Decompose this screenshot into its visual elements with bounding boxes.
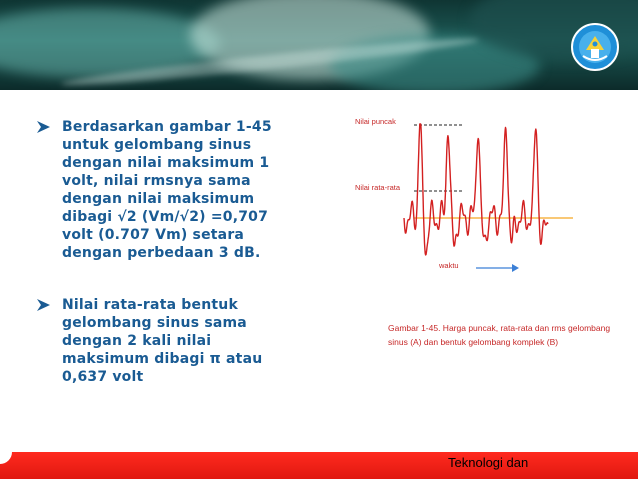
bullet-text-line: volt, nilai rmsnya sama <box>62 173 251 189</box>
bullet-text-line: 0,637 volt <box>62 369 144 385</box>
bullet-text-line: gelombang sinus sama <box>62 315 247 331</box>
caption-line: Gambar 1-45. Harga puncak, rata-rata dan rms gelombang <box>388 323 611 333</box>
arrowhead-bullet-icon <box>36 298 52 312</box>
waveform-figure <box>352 108 588 290</box>
time-arrow-head <box>512 264 519 272</box>
waveform-plot <box>352 108 588 290</box>
bullet-item-average <box>34 296 334 386</box>
bullet-text-line: maksimum dibagi π atau <box>62 351 263 367</box>
bullet-item-rms <box>34 118 334 262</box>
label-peak-value: Nilai puncak <box>355 117 396 126</box>
arrowhead-bullet-icon <box>36 120 52 134</box>
tut-wuri-handayani-logo-icon <box>570 22 620 72</box>
label-average-value: Nilai rata-rata <box>355 183 401 192</box>
bullet-text-line: dengan 2 kali nilai <box>62 333 212 349</box>
header-banner <box>0 0 638 90</box>
bullet-text-line: volt (0.707 Vm) setara <box>62 227 245 243</box>
bullet-list <box>34 118 334 386</box>
bullet-text-line: dengan nilai maksimum <box>62 191 255 207</box>
complex-waveform-line <box>404 124 548 255</box>
caption-line: sinus (A) dan bentuk gelombang komplek (B) <box>388 337 559 347</box>
footer-bar <box>0 452 638 479</box>
bullet-text-line: dengan nilai maksimum 1 <box>62 155 270 171</box>
bullet-text-line: dibagi √2 (Vm/√2) =0,707 <box>62 209 269 225</box>
label-time: waktu <box>439 261 459 270</box>
bullet-text-line: Berdasarkan gambar 1-45 <box>62 119 272 135</box>
bullet-text-line: Nilai rata-rata bentuk <box>62 297 238 313</box>
figure-caption <box>388 321 628 349</box>
footer-text: Teknologi dan <box>448 455 529 470</box>
bullet-text-line: dengan perbedaan 3 dB. <box>62 245 261 261</box>
bullet-text-line: untuk gelombang sinus <box>62 137 252 153</box>
